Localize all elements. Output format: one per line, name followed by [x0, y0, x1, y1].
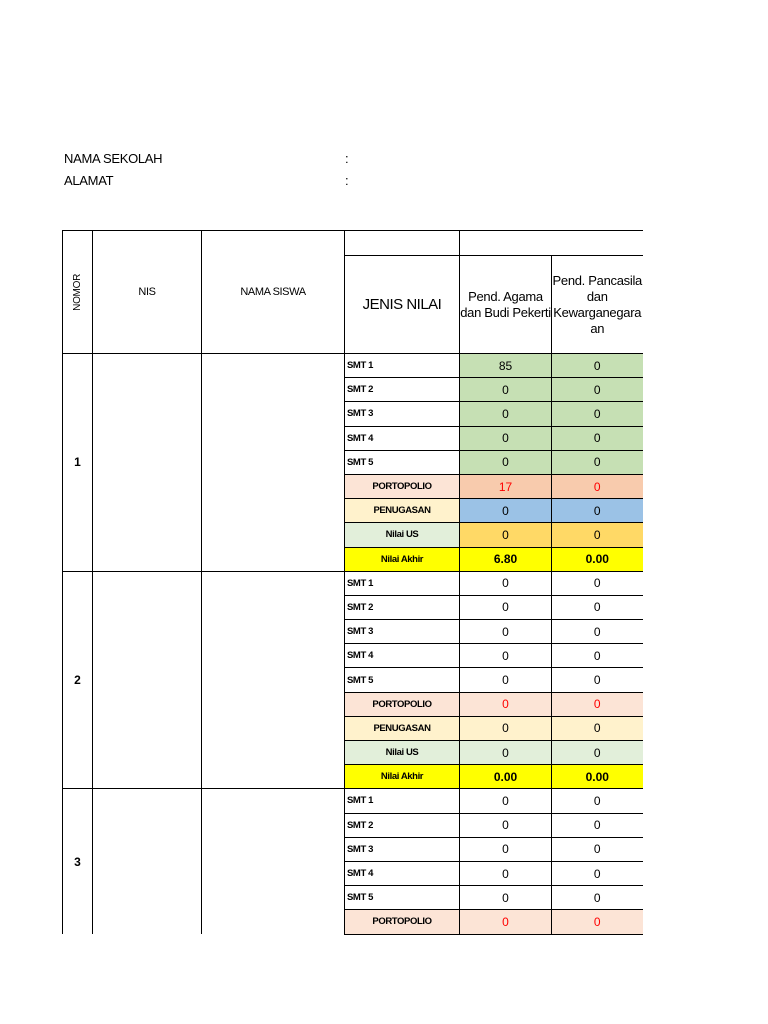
grade-cell-agama: 17 [460, 474, 552, 498]
jenis-nilai-label: SMT 4 [345, 644, 460, 668]
grade-cell-pancasila: 0 [552, 910, 643, 934]
grade-cell-agama: 0 [460, 378, 552, 402]
grade-cell-pancasila: 0 [552, 426, 643, 450]
jenis-nilai-label: SMT 2 [345, 595, 460, 619]
jenis-nilai-label: PENUGASAN [345, 716, 460, 740]
jenis-nilai-label: Nilai Akhir [345, 547, 460, 571]
grade-cell-agama: 0 [460, 813, 552, 837]
grade-cell-agama: 0 [460, 910, 552, 934]
grade-cell-pancasila: 0.00 [552, 547, 643, 571]
grade-cell-pancasila: 0.00 [552, 765, 643, 789]
jenis-nilai-label: SMT 1 [345, 789, 460, 813]
grade-cell-agama: 0 [460, 426, 552, 450]
nama-siswa-header: NAMA SISWA [202, 231, 345, 354]
student-number: 2 [63, 571, 93, 789]
nis-header: NIS [93, 231, 202, 354]
table-row [63, 354, 643, 378]
student-name-cell [202, 571, 345, 789]
grade-cell-pancasila: 0 [552, 741, 643, 765]
grade-cell-pancasila: 0 [552, 450, 643, 474]
jenis-nilai-label: PORTOPOLIO [345, 692, 460, 716]
jenis-nilai-label: SMT 3 [345, 620, 460, 644]
jenis-nilai-label: SMT 4 [345, 861, 460, 885]
grade-cell-agama: 0 [460, 837, 552, 861]
grade-cell-pancasila: 0 [552, 523, 643, 547]
table-row [63, 571, 643, 595]
grade-cell-pancasila: 0 [552, 402, 643, 426]
grade-cell-pancasila: 0 [552, 595, 643, 619]
jenis-nilai-label: SMT 5 [345, 886, 460, 910]
jenis-nilai-label: SMT 1 [345, 354, 460, 378]
jenis-nilai-label: PORTOPOLIO [345, 474, 460, 498]
jenis-header-top [345, 231, 460, 256]
grade-cell-agama: 0 [460, 595, 552, 619]
student-number: 1 [63, 354, 93, 572]
grade-cell-pancasila: 0 [552, 716, 643, 740]
grade-cell-agama: 0 [460, 861, 552, 885]
grade-cell-pancasila: 0 [552, 692, 643, 716]
school-name-label: NAMA SEKOLAH [64, 151, 163, 166]
grade-cell-pancasila: 0 [552, 668, 643, 692]
jenis-nilai-label: SMT 3 [345, 837, 460, 861]
subject-group-header [460, 231, 643, 256]
grade-cell-agama: 6.80 [460, 547, 552, 571]
grade-cell-agama: 0 [460, 716, 552, 740]
address-colon: : [345, 173, 349, 188]
grade-cell-agama: 0 [460, 644, 552, 668]
grade-cell-pancasila: 0 [552, 644, 643, 668]
subject-header-agama: Pend. Agama dan Budi Pekerti [460, 256, 552, 354]
grade-cell-agama: 0 [460, 450, 552, 474]
jenis-nilai-header: JENIS NILAI [345, 256, 460, 354]
grade-cell-agama: 0 [460, 620, 552, 644]
school-name-colon: : [345, 151, 349, 166]
grade-table [62, 230, 643, 935]
grade-cell-pancasila: 0 [552, 474, 643, 498]
table-row [63, 789, 643, 813]
grade-cell-agama: 0 [460, 789, 552, 813]
jenis-nilai-label: SMT 1 [345, 571, 460, 595]
grade-cell-pancasila: 0 [552, 354, 643, 378]
grade-cell-pancasila: 0 [552, 378, 643, 402]
jenis-nilai-label: PORTOPOLIO [345, 910, 460, 934]
grade-cell-agama: 0 [460, 668, 552, 692]
grade-cell-pancasila: 0 [552, 789, 643, 813]
jenis-nilai-label: SMT 2 [345, 378, 460, 402]
jenis-nilai-label: SMT 5 [345, 668, 460, 692]
student-nis-cell [93, 354, 202, 572]
student-nis-cell [93, 571, 202, 789]
grade-cell-pancasila: 0 [552, 813, 643, 837]
grade-cell-pancasila: 0 [552, 861, 643, 885]
student-nis-cell [93, 789, 202, 934]
grade-cell-agama: 0 [460, 886, 552, 910]
jenis-nilai-label: Nilai US [345, 523, 460, 547]
grade-cell-pancasila: 0 [552, 620, 643, 644]
grade-cell-agama: 0 [460, 692, 552, 716]
subject-header-pancasila: Pend. Pancasila dan Kewarganegara an [552, 256, 643, 354]
jenis-nilai-label: SMT 2 [345, 813, 460, 837]
jenis-nilai-label: PENUGASAN [345, 499, 460, 523]
jenis-nilai-label: SMT 3 [345, 402, 460, 426]
grade-cell-agama: 0 [460, 741, 552, 765]
nomor-header-label: NOMOR [72, 273, 83, 311]
grade-cell-pancasila: 0 [552, 499, 643, 523]
jenis-nilai-label: Nilai US [345, 741, 460, 765]
nomor-header [63, 231, 93, 354]
grade-cell-pancasila: 0 [552, 571, 643, 595]
grade-cell-agama: 85 [460, 354, 552, 378]
address-label: ALAMAT [64, 173, 114, 188]
jenis-nilai-label: SMT 4 [345, 426, 460, 450]
grade-cell-agama: 0.00 [460, 765, 552, 789]
student-number: 3 [63, 789, 93, 934]
grade-cell-pancasila: 0 [552, 837, 643, 861]
grade-cell-agama: 0 [460, 523, 552, 547]
grade-cell-agama: 0 [460, 402, 552, 426]
grade-cell-pancasila: 0 [552, 886, 643, 910]
grade-cell-agama: 0 [460, 499, 552, 523]
student-name-cell [202, 354, 345, 572]
student-name-cell [202, 789, 345, 934]
jenis-nilai-label: Nilai Akhir [345, 765, 460, 789]
grade-cell-agama: 0 [460, 571, 552, 595]
jenis-nilai-label: SMT 5 [345, 450, 460, 474]
